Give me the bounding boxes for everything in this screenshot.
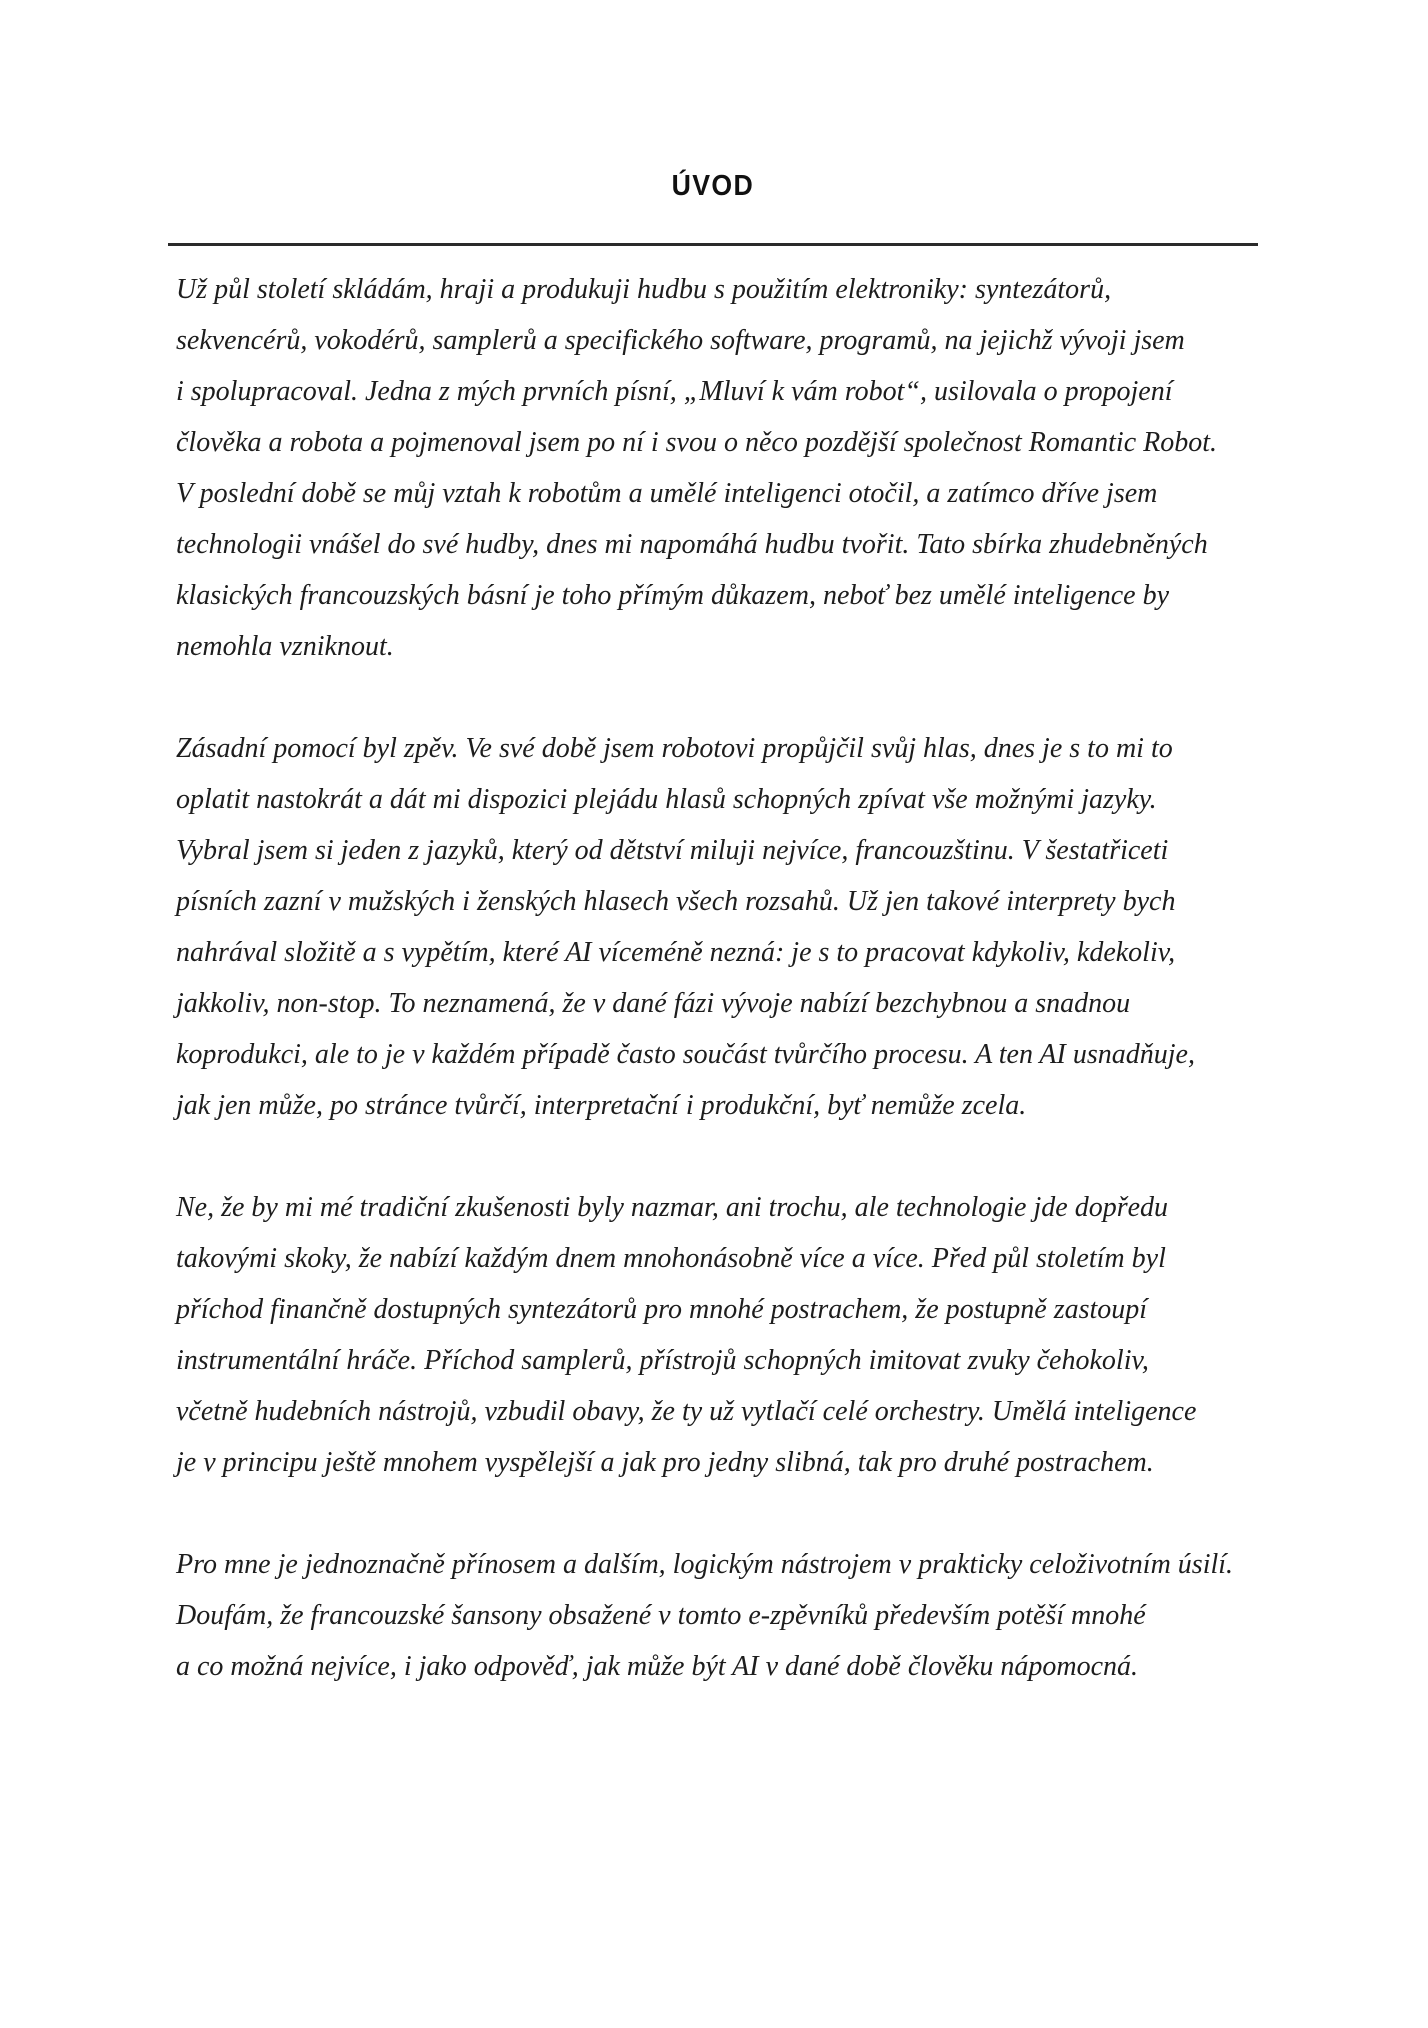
page-title-text: ÚVOD xyxy=(671,170,755,202)
paragraph-4 xyxy=(176,1539,1336,1692)
text-line: písních zazní v mužských i ženských hlasech všech rozsahů. Už jen takové interprety bych xyxy=(176,886,1176,917)
text-line: technologii vnášel do své hudby, dnes mi napomáhá hudbu tvořit. Tato sbírka zhudebněných xyxy=(176,529,1208,560)
text-line: Ne, že by mi mé tradiční zkušenosti byly nazmar, ani trochu, ale technologie jde dopředu xyxy=(176,1192,1169,1223)
document-body xyxy=(176,264,1336,1743)
text-line: je v principu ještě mnohem vyspělejší a jak pro jedny slibná, tak pro druhé postrachem. xyxy=(176,1447,1154,1478)
text-line: i spolupracoval. Jedna z mých prvních písní, „Mluví k vám robot“, usilovala o propojení xyxy=(176,376,1173,407)
text-line: včetně hudebních nástrojů, vzbudil obavy, že ty už vytlačí celé orchestry. Umělá inteligence xyxy=(176,1396,1197,1427)
text-line: oplatit nastokrát a dát mi dispozici plejádu hlasů schopných zpívat vše možnými jazyky. xyxy=(176,784,1157,815)
text-line: Už půl století skládám, hraji a produkuji hudbu s použitím elektroniky: syntezátorů, xyxy=(176,274,1112,305)
text-line: Pro mne je jednoznačně přínosem a dalším, logickým nástrojem v prakticky celoživotním úsilí. xyxy=(176,1549,1234,1580)
text-line: instrumentální hráče. Příchod samplerů, přístrojů schopných imitovat zvuky čehokoliv, xyxy=(176,1345,1149,1376)
text-line: člověka a robota a pojmenoval jsem po ní i svou o něco pozdější společnost Romantic Robot. xyxy=(176,427,1218,458)
paragraph-2 xyxy=(176,723,1336,1131)
text-line: nahrával složitě a s vypětím, které AI víceméně nezná: je s to pracovat kdykoliv, kdekoliv, xyxy=(176,937,1176,968)
text-line: sekvencérů, vokodérů, samplerů a specifického software, programů, na jejichž vývoji jsem xyxy=(176,325,1185,356)
text-line: a co možná nejvíce, i jako odpověď, jak může být AI v dané době člověku nápomocná. xyxy=(176,1651,1138,1682)
paragraph-1 xyxy=(176,264,1336,672)
text-line: nemohla vzniknout. xyxy=(176,631,394,662)
title-divider xyxy=(168,243,1258,246)
text-line: Vybral jsem si jeden z jazyků, který od dětství miluji nejvíce, francouzštinu. V šestatřiceti xyxy=(176,835,1169,866)
text-line: Doufám, že francouzské šansony obsažené v tomto e-zpěvníků především potěší mnohé xyxy=(176,1600,1146,1631)
paragraph-3 xyxy=(176,1182,1336,1488)
text-line: jak jen může, po stránce tvůrčí, interpretační i produkční, byť nemůže zcela. xyxy=(176,1090,1027,1121)
text-line: V poslední době se můj vztah k robotům a umělé inteligenci otočil, a zatímco dříve jsem xyxy=(176,478,1158,509)
text-line: klasických francouzských básní je toho přímým důkazem, neboť bez umělé inteligence by xyxy=(176,580,1170,611)
text-line: jakkoliv, non-stop. To neznamená, že v dané fázi vývoje nabízí bezchybnou a snadnou xyxy=(176,988,1131,1019)
text-line: koprodukci, ale to je v každém případě často součást tvůrčího procesu. A ten AI usnadňuje, xyxy=(176,1039,1195,1070)
text-line: takovými skoky, že nabízí každým dnem mnohonásobně více a více. Před půl stoletím byl xyxy=(176,1243,1166,1274)
text-line: příchod finančně dostupných syntezátorů pro mnohé postrachem, že postupně zastoupí xyxy=(176,1294,1148,1325)
page-title xyxy=(168,170,1258,203)
text-line: Zásadní pomocí byl zpěv. Ve své době jsem robotovi propůjčil svůj hlas, dnes je s to mi to xyxy=(176,733,1173,764)
